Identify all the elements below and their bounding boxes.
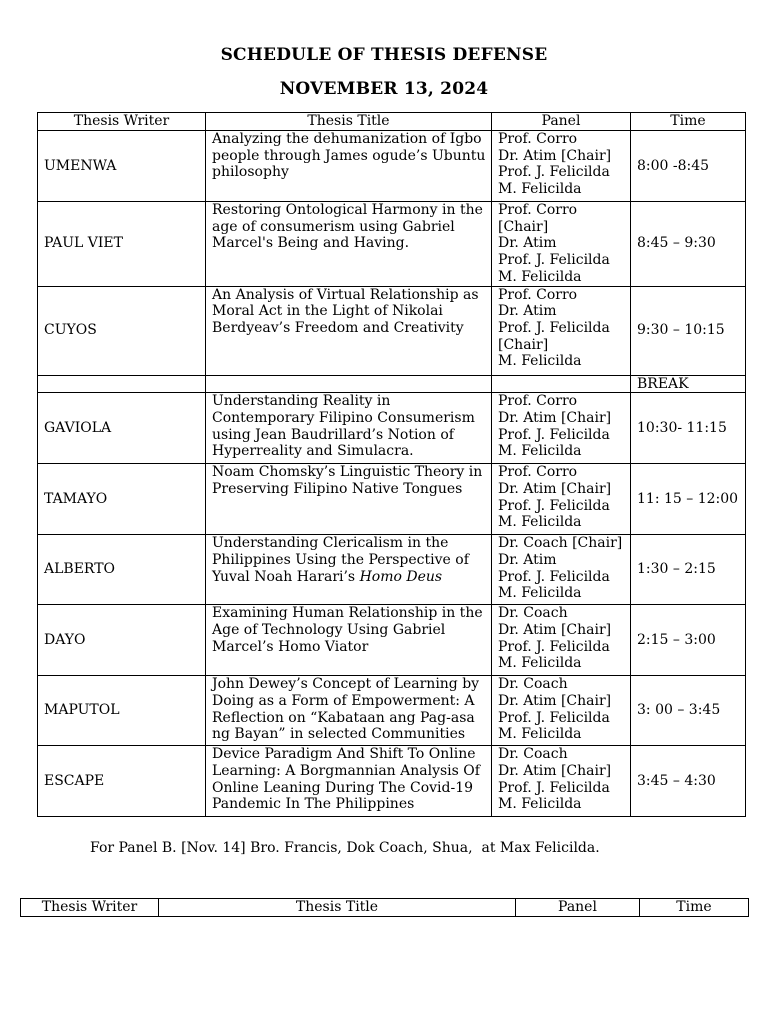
time-cell: 1:30 – 2:15	[631, 535, 746, 605]
panel-member: Prof. Corro	[498, 202, 578, 218]
thesis-title-line	[212, 164, 485, 181]
document-title: SCHEDULE OF THESIS DEFENSE	[220, 45, 548, 65]
panel-member: Prof. J. Felicilda	[498, 779, 610, 796]
time-cell: 8:45 – 9:30	[631, 202, 746, 287]
thesis-title-line	[212, 464, 485, 481]
panel-member: M. Felicilda	[498, 443, 582, 460]
panel-b-note: For Panel B. [Nov. 14] Bro. Francis, Dok Coach, Shua, at Max Felicilda.	[90, 840, 600, 856]
panel-member: Prof. J. Felicilda	[498, 319, 610, 336]
thesis-title-line	[212, 443, 485, 460]
panel-member: Prof. J. Felicilda	[498, 568, 610, 585]
thesis-title-text: Preserving Filipino Native Tongues	[212, 480, 463, 497]
panel-cell	[492, 393, 631, 464]
panel-b-header-row	[21, 899, 749, 917]
thesis-title-line	[212, 481, 485, 498]
panel-member: M. Felicilda	[498, 796, 582, 813]
schedule-row	[38, 746, 746, 817]
thesis-title-text: ng Bayan” in selected Communities	[212, 726, 466, 743]
time-cell: 2:15 – 3:00	[631, 605, 746, 676]
empty-cell	[492, 375, 631, 393]
thesis-title-text: using Jean Baudrillard’s Notion of	[212, 426, 454, 443]
panel-member: Prof. J. Felicilda	[498, 709, 610, 726]
schedule-row	[38, 202, 746, 287]
panel-member: M. Felicilda	[498, 353, 582, 370]
thesis-writer-cell: MAPUTOL	[38, 676, 206, 746]
schedule-rows	[38, 131, 746, 817]
header-thesis-writer: Thesis Writer	[38, 113, 206, 131]
thesis-title-text: Learning: A Borgmannian Analysis Of	[212, 762, 480, 779]
panel-cell	[492, 746, 631, 817]
thesis-title-line	[212, 676, 485, 693]
thesis-writer-cell: CUYOS	[38, 286, 206, 375]
thesis-title-cell	[206, 393, 492, 464]
header-time: Time	[631, 113, 746, 131]
thesis-title-cell	[206, 746, 492, 817]
panel-cell	[492, 605, 631, 676]
empty-cell	[38, 375, 206, 393]
panel-member: Dr. Atim [Chair]	[498, 692, 612, 709]
thesis-title-text: Reflection on “Kabataan ang Pag-asa	[212, 709, 475, 726]
thesis-title-text: Analyzing the dehumanization of Igbo	[212, 131, 482, 147]
thesis-writer-cell: GAVIOLA	[38, 393, 206, 464]
thesis-title-text: Noam Chomsky’s Linguistic Theory in	[212, 464, 483, 481]
thesis-title-cell	[206, 535, 492, 605]
panel-cell	[492, 131, 631, 202]
panel-b-header-thesis-writer: Thesis Writer	[21, 899, 159, 917]
panel-member: Prof. Corro	[498, 286, 578, 303]
panel-member: [Chair]	[498, 336, 549, 353]
panel-member: Dr. Atim [Chair]	[498, 409, 612, 426]
panel-cell	[492, 676, 631, 746]
panel-member: Dr. Atim	[498, 303, 557, 320]
panel-b-header-panel: Panel	[516, 899, 640, 917]
panel-member: Prof. Corro	[498, 464, 578, 481]
thesis-title-italic: Homo Deus	[359, 568, 443, 585]
thesis-title-text: John Dewey’s Concept of Learning by	[212, 676, 480, 693]
thesis-title-text: Yuval Noah Harari’s	[212, 568, 360, 585]
thesis-title-line	[212, 796, 485, 813]
thesis-title-line	[212, 639, 485, 656]
thesis-title-cell	[206, 131, 492, 202]
panel-member: Prof. J. Felicilda	[498, 497, 610, 514]
thesis-title-cell	[206, 605, 492, 676]
schedule-table	[37, 112, 746, 817]
thesis-writer-cell: TAMAYO	[38, 464, 206, 535]
thesis-title-line	[212, 569, 485, 586]
panel-member: M. Felicilda	[498, 655, 582, 672]
thesis-title-line	[212, 287, 485, 304]
thesis-title-text: Hyperreality and Simulacra.	[212, 443, 414, 460]
thesis-title-line	[212, 726, 485, 743]
thesis-title-line	[212, 148, 485, 165]
break-row	[38, 375, 746, 393]
header-panel: Panel	[492, 113, 631, 131]
panel-member: Prof. J. Felicilda	[498, 638, 610, 655]
thesis-writer-cell: PAUL VIET	[38, 202, 206, 287]
thesis-title-line	[212, 622, 485, 639]
thesis-title-text: An Analysis of Virtual Relationship as	[212, 286, 479, 303]
thesis-writer-cell: ALBERTO	[38, 535, 206, 605]
schedule-row	[38, 286, 746, 375]
panel-cell	[492, 464, 631, 535]
thesis-title-cell	[206, 676, 492, 746]
panel-member: Dr. Atim [Chair]	[498, 762, 612, 779]
thesis-title-line	[212, 746, 485, 763]
time-cell: 10:30- 11:15	[631, 393, 746, 464]
thesis-title-text: Philippines Using the Perspective of	[212, 551, 469, 568]
empty-cell	[206, 375, 492, 393]
thesis-title-cell	[206, 202, 492, 287]
thesis-title-text: Berdyeav’s Freedom and Creativity	[212, 319, 464, 336]
thesis-title-text: age of consumerism using Gabriel	[212, 218, 455, 235]
thesis-writer-cell: UMENWA	[38, 131, 206, 202]
thesis-title-text: Device Paradigm And Shift To Online	[212, 746, 476, 763]
thesis-title-text: Age of Technology Using Gabriel	[212, 621, 446, 638]
thesis-title-text: Doing as a Form of Empowerment: A	[212, 692, 475, 709]
thesis-title-line	[212, 780, 485, 797]
schedule-row	[38, 676, 746, 746]
panel-member: Dr. Atim [Chair]	[498, 480, 612, 497]
thesis-title-cell	[206, 464, 492, 535]
panel-member: M. Felicilda	[498, 726, 582, 743]
thesis-title-text: philosophy	[212, 164, 289, 181]
thesis-title-text: Restoring Ontological Harmony in the	[212, 202, 483, 218]
thesis-title-line	[212, 410, 485, 427]
header-row	[38, 113, 746, 131]
thesis-title-line	[212, 763, 485, 780]
panel-member: Prof. J. Felicilda	[498, 164, 610, 181]
panel-member: M. Felicilda	[498, 268, 582, 285]
panel-member: Prof. J. Felicilda	[498, 252, 610, 269]
thesis-title-text: people through James ogude’s Ubuntu	[212, 147, 486, 164]
panel-b-header-thesis-title: Thesis Title	[159, 899, 516, 917]
thesis-title-text: Marcel's Being and Having.	[212, 235, 410, 252]
panel-b-table	[20, 898, 749, 917]
schedule-row	[38, 393, 746, 464]
thesis-title-text: Marcel’s Homo Viator	[212, 638, 369, 655]
thesis-title-text: Moral Act in the Light of Nikolai	[212, 303, 443, 320]
panel-member: Dr. Atim	[498, 551, 557, 568]
thesis-title-line	[212, 320, 485, 337]
thesis-title-text: Examining Human Relationship in the	[212, 605, 483, 622]
time-cell: 8:00 -8:45	[631, 131, 746, 202]
panel-member: Prof. J. Felicilda	[498, 426, 610, 443]
schedule-row	[38, 464, 746, 535]
panel-member: Prof. Corro	[498, 393, 578, 410]
thesis-title-text: Understanding Reality in	[212, 393, 391, 410]
panel-member: M. Felicilda	[498, 181, 582, 198]
panel-cell	[492, 202, 631, 287]
schedule-row	[38, 131, 746, 202]
time-cell: 11: 15 – 12:00	[631, 464, 746, 535]
header-thesis-title: Thesis Title	[206, 113, 492, 131]
thesis-title-line	[212, 693, 485, 710]
panel-member: [Chair]	[498, 218, 549, 235]
thesis-title-line	[212, 427, 485, 444]
thesis-writer-cell: DAYO	[38, 605, 206, 676]
schedule-row	[38, 605, 746, 676]
break-label: BREAK	[631, 375, 746, 393]
thesis-title-text: Understanding Clericalism in the	[212, 535, 449, 552]
panel-member: Dr. Atim [Chair]	[498, 621, 612, 638]
thesis-title-line	[212, 393, 485, 410]
time-cell: 3: 00 – 3:45	[631, 676, 746, 746]
thesis-writer-cell: ESCAPE	[38, 746, 206, 817]
panel-b-header-time: Time	[640, 899, 749, 917]
thesis-title-line	[212, 552, 485, 569]
thesis-title-text: Pandemic In The Philippines	[212, 796, 415, 813]
document-date: NOVEMBER 13, 2024	[279, 79, 489, 99]
schedule-row	[38, 535, 746, 605]
panel-member: Dr. Coach [Chair]	[498, 535, 623, 552]
panel-cell	[492, 286, 631, 375]
thesis-title-line	[212, 605, 485, 622]
thesis-title-line	[212, 235, 485, 252]
panel-member: M. Felicilda	[498, 585, 582, 602]
panel-member: Dr. Coach	[498, 746, 568, 763]
panel-member: Dr. Coach	[498, 676, 568, 693]
panel-member: Dr. Atim [Chair]	[498, 147, 612, 164]
thesis-title-line	[212, 131, 485, 148]
time-cell: 9:30 – 10:15	[631, 286, 746, 375]
panel-member: Dr. Atim	[498, 235, 557, 252]
panel-member: M. Felicilda	[498, 514, 582, 531]
thesis-title-line	[212, 535, 485, 552]
thesis-title-text: Online Leaning During The Covid-19	[212, 779, 474, 796]
thesis-title-text: Contemporary Filipino Consumerism	[212, 409, 475, 426]
panel-member: Prof. Corro	[498, 131, 578, 147]
time-cell: 3:45 – 4:30	[631, 746, 746, 817]
thesis-title-line	[212, 303, 485, 320]
thesis-title-line	[212, 219, 485, 236]
panel-cell	[492, 535, 631, 605]
thesis-title-line	[212, 202, 485, 219]
thesis-title-line	[212, 710, 485, 727]
thesis-title-cell	[206, 286, 492, 375]
panel-member: Dr. Coach	[498, 605, 568, 622]
